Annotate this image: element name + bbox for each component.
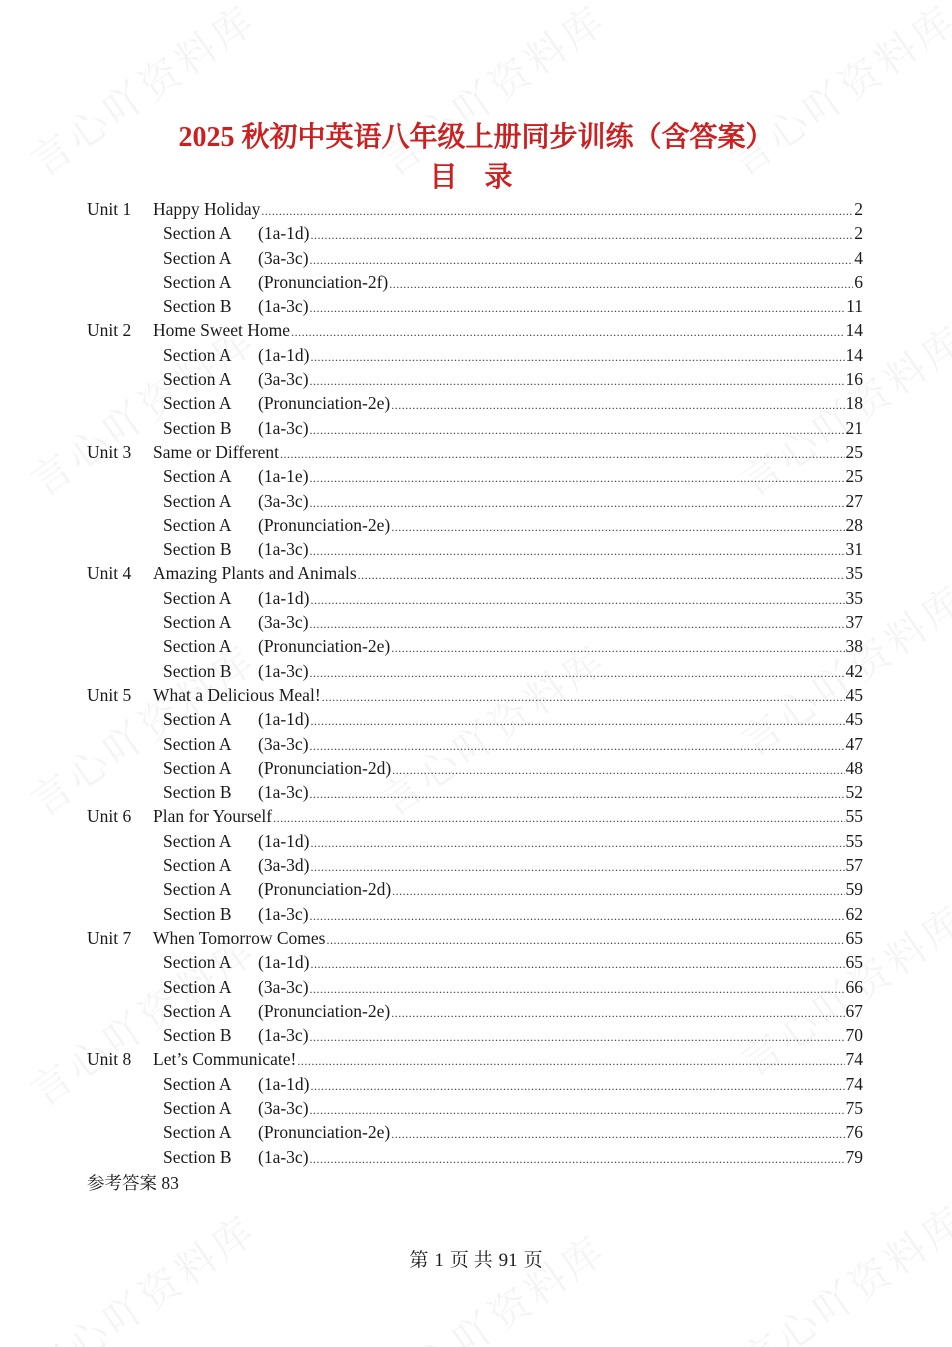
section-label — [163, 902, 309, 926]
unit-title: What a Delicious Meal! — [153, 684, 321, 705]
section-name: Section A — [163, 612, 232, 633]
section-range: (1a-1d) — [258, 1073, 310, 1094]
toc-section-row[interactable] — [87, 1145, 863, 1169]
dot-leader — [391, 999, 844, 1025]
dot-leader — [310, 1023, 845, 1049]
toc-section-row[interactable] — [87, 367, 863, 391]
dot-leader — [310, 1145, 845, 1171]
toc-section-row[interactable] — [87, 732, 863, 756]
dot-leader — [391, 391, 844, 417]
dot-leader — [310, 1096, 845, 1122]
section-range: (1a-1d) — [258, 709, 310, 730]
dot-leader — [310, 294, 846, 320]
toc-section-row[interactable] — [87, 1120, 863, 1144]
section-label — [163, 829, 310, 853]
toc-section-row[interactable] — [87, 246, 863, 270]
section-name: Section A — [163, 1073, 232, 1094]
section-name: Section A — [163, 514, 232, 535]
section-page-number: 37 — [845, 612, 863, 633]
unit-page-number: 35 — [845, 563, 863, 584]
section-label — [163, 707, 310, 731]
section-page-number: 74 — [845, 1073, 863, 1094]
current-page-number: 1 — [434, 1250, 444, 1271]
toc-section-row[interactable] — [87, 586, 863, 610]
section-label — [163, 1072, 310, 1096]
unit-label — [87, 683, 321, 707]
section-label — [163, 950, 310, 974]
dot-leader — [311, 586, 845, 612]
dot-leader — [392, 756, 844, 782]
section-range: (1a-1d) — [258, 344, 310, 365]
unit-title: When Tomorrow Comes — [153, 927, 326, 948]
toc-section-row[interactable] — [87, 294, 863, 318]
toc-section-row[interactable] — [87, 707, 863, 731]
section-range: (3a-3c) — [258, 976, 309, 997]
section-page-number: 70 — [845, 1025, 863, 1046]
section-name: Section B — [163, 660, 232, 681]
section-range: (3a-3c) — [258, 733, 309, 754]
section-label — [163, 367, 309, 391]
section-name: Section A — [163, 636, 232, 657]
section-range: (1a-3c) — [258, 1025, 309, 1046]
section-name: Section A — [163, 733, 232, 754]
dot-leader — [391, 1120, 844, 1146]
section-range: (1a-3c) — [258, 1146, 309, 1167]
section-label — [163, 513, 390, 537]
section-label — [163, 246, 309, 270]
section-name: Section A — [163, 1097, 232, 1118]
section-name: Section A — [163, 344, 232, 365]
section-label — [163, 221, 310, 245]
section-label — [163, 391, 390, 415]
section-name: Section A — [163, 757, 232, 778]
section-range: (1a-3c) — [258, 903, 309, 924]
section-name: Section A — [163, 247, 232, 268]
section-label — [163, 489, 309, 513]
toc-section-row[interactable] — [87, 853, 863, 877]
dot-leader — [392, 877, 844, 903]
section-label — [163, 780, 309, 804]
section-label — [163, 343, 310, 367]
unit-title: Amazing Plants and Animals — [153, 563, 357, 584]
section-label — [163, 877, 391, 901]
dot-leader — [311, 221, 854, 247]
unit-number: Unit 6 — [87, 806, 132, 827]
unit-title: Home Sweet Home — [153, 320, 291, 341]
section-range: (Pronunciation-2e) — [258, 1122, 391, 1143]
section-page-number: 14 — [845, 344, 863, 365]
toc-section-row[interactable] — [87, 975, 863, 999]
section-page-number: 4 — [854, 247, 863, 268]
toc-unit-row[interactable] — [87, 440, 863, 464]
section-name: Section A — [163, 393, 232, 414]
section-range: (Pronunciation-2e) — [258, 636, 391, 657]
dot-leader — [291, 318, 844, 344]
section-name: Section A — [163, 976, 232, 997]
section-range: (1a-3c) — [258, 660, 309, 681]
section-range: (1a-1e) — [258, 466, 309, 487]
section-label — [163, 975, 309, 999]
dot-leader — [280, 440, 844, 466]
section-page-number: 65 — [845, 952, 863, 973]
dot-leader — [311, 853, 845, 879]
section-label — [163, 416, 309, 440]
answers-page: 83 — [161, 1173, 179, 1193]
section-range: (3a-3c) — [258, 369, 309, 390]
section-range: (1a-3c) — [258, 782, 309, 803]
section-page-number: 16 — [845, 369, 863, 390]
section-page-number: 42 — [845, 660, 863, 681]
answers-label: 参考答案 — [87, 1173, 157, 1193]
unit-label — [87, 926, 325, 950]
toc-section-row[interactable] — [87, 950, 863, 974]
document-title: 2025 秋初中英语八年级上册同步训练（含答案） — [178, 122, 774, 153]
dot-leader — [310, 489, 845, 515]
section-label — [163, 586, 310, 610]
section-range: (Pronunciation-2d) — [258, 757, 392, 778]
unit-title: Let’s Communicate! — [153, 1049, 297, 1070]
section-page-number: 35 — [845, 587, 863, 608]
section-page-number: 52 — [845, 782, 863, 803]
unit-label — [87, 440, 279, 464]
unit-title: Plan for Yourself — [153, 806, 273, 827]
section-label — [163, 270, 388, 294]
section-name: Section A — [163, 587, 232, 608]
section-name: Section B — [163, 782, 232, 803]
dot-leader — [310, 902, 845, 928]
dot-leader — [273, 804, 844, 830]
section-name: Section B — [163, 903, 232, 924]
toc-section-row[interactable] — [87, 659, 863, 683]
toc-section-row[interactable] — [87, 416, 863, 440]
section-page-number: 66 — [845, 976, 863, 997]
dot-leader — [311, 950, 845, 976]
section-name: Section A — [163, 490, 232, 511]
section-name: Section A — [163, 271, 232, 292]
dot-leader — [391, 513, 844, 539]
toc-section-row[interactable] — [87, 1072, 863, 1096]
unit-page-number: 65 — [845, 927, 863, 948]
unit-number: Unit 7 — [87, 927, 132, 948]
dot-leader — [310, 732, 845, 758]
section-page-number: 79 — [845, 1146, 863, 1167]
section-name: Section B — [163, 539, 232, 560]
dot-leader — [311, 1072, 845, 1098]
toc-unit-row[interactable] — [87, 318, 863, 342]
toc-unit-row[interactable] — [87, 926, 863, 950]
answers-entry[interactable] — [87, 1170, 179, 1195]
dot-leader — [322, 683, 845, 709]
dot-leader — [310, 780, 845, 806]
toc-section-row[interactable] — [87, 391, 863, 415]
watermark-text — [368, 1219, 617, 1347]
section-page-number: 47 — [845, 733, 863, 754]
unit-page-number: 45 — [845, 684, 863, 705]
unit-page-number: 14 — [845, 320, 863, 341]
unit-label — [87, 197, 260, 221]
section-page-number: 27 — [845, 490, 863, 511]
section-label — [163, 659, 309, 683]
toc-section-row[interactable] — [87, 610, 863, 634]
section-page-number: 76 — [845, 1122, 863, 1143]
section-range: (3a-3d) — [258, 855, 310, 876]
unit-page-number: 74 — [845, 1049, 863, 1070]
toc-unit-row[interactable] — [87, 561, 863, 585]
section-name: Section A — [163, 952, 232, 973]
section-range: (Pronunciation-2f) — [258, 271, 389, 292]
total-page-count: 91 — [498, 1250, 518, 1271]
dot-leader — [310, 537, 845, 563]
section-range: (1a-1d) — [258, 587, 310, 608]
unit-title: Happy Holiday — [153, 199, 261, 219]
section-page-number: 67 — [845, 1000, 863, 1021]
dot-leader — [310, 246, 854, 272]
toc-unit-row[interactable] — [87, 683, 863, 707]
section-label — [163, 294, 309, 318]
section-name: Section A — [163, 709, 232, 730]
toc-section-row[interactable] — [87, 756, 863, 780]
unit-label — [87, 804, 272, 828]
section-label — [163, 732, 309, 756]
dot-leader — [311, 343, 845, 369]
unit-number: Unit 8 — [87, 1049, 132, 1070]
dot-leader — [389, 270, 853, 296]
unit-number: Unit 3 — [87, 441, 132, 462]
section-page-number: 59 — [845, 879, 863, 900]
unit-page-number: 25 — [845, 441, 863, 462]
dot-leader — [310, 416, 845, 442]
toc-section-row[interactable] — [87, 780, 863, 804]
dot-leader — [311, 829, 845, 855]
section-range: (1a-3c) — [258, 539, 309, 560]
watermark-text — [18, 1199, 267, 1347]
toc-section-row[interactable] — [87, 902, 863, 926]
dot-leader — [310, 975, 845, 1001]
section-name: Section A — [163, 879, 232, 900]
section-label — [163, 634, 390, 658]
section-page-number: 18 — [845, 393, 863, 414]
toc-section-row[interactable] — [87, 829, 863, 853]
dot-leader — [358, 561, 845, 587]
section-range: (Pronunciation-2e) — [258, 393, 391, 414]
unit-label — [87, 561, 357, 585]
section-name: Section B — [163, 1025, 232, 1046]
dot-leader — [297, 1047, 844, 1073]
section-label — [163, 1023, 309, 1047]
table-of-contents — [87, 197, 863, 1169]
section-page-number: 28 — [845, 514, 863, 535]
section-range: (3a-3c) — [258, 490, 309, 511]
section-page-number: 48 — [845, 757, 863, 778]
toc-section-row[interactable] — [87, 489, 863, 513]
section-range: (1a-1d) — [258, 223, 310, 244]
section-label — [163, 756, 391, 780]
section-name: Section A — [163, 830, 232, 851]
section-range: (3a-3c) — [258, 612, 309, 633]
section-range: (3a-3c) — [258, 247, 309, 268]
section-page-number: 6 — [854, 271, 863, 292]
section-label — [163, 464, 309, 488]
section-label — [163, 610, 309, 634]
toc-section-row[interactable] — [87, 1096, 863, 1120]
section-name: Section B — [163, 296, 232, 317]
section-range: (1a-3c) — [258, 417, 309, 438]
toc-section-row[interactable] — [87, 343, 863, 367]
toc-section-row[interactable] — [87, 221, 863, 245]
page-footer: 第 1 页 共 91 页 — [409, 1250, 543, 1271]
section-range: (3a-3c) — [258, 1097, 309, 1118]
section-page-number: 38 — [845, 636, 863, 657]
section-name: Section A — [163, 1000, 232, 1021]
section-range: (1a-1d) — [258, 952, 310, 973]
toc-section-row[interactable] — [87, 1023, 863, 1047]
section-page-number: 31 — [845, 539, 863, 560]
dot-leader — [310, 464, 845, 490]
section-page-number: 45 — [845, 709, 863, 730]
toc-section-row[interactable] — [87, 270, 863, 294]
toc-unit-row[interactable] — [87, 804, 863, 828]
section-range: (Pronunciation-2d) — [258, 879, 392, 900]
section-page-number: 2 — [854, 223, 863, 244]
section-name: Section A — [163, 855, 232, 876]
toc-heading: 目 录 — [429, 162, 523, 193]
section-name: Section A — [163, 223, 232, 244]
toc-section-row[interactable] — [87, 877, 863, 901]
section-range: (Pronunciation-2e) — [258, 1000, 391, 1021]
section-name: Section B — [163, 1146, 232, 1167]
dot-leader — [310, 610, 845, 636]
section-label — [163, 1120, 390, 1144]
section-range: (1a-3c) — [258, 296, 309, 317]
section-label — [163, 999, 390, 1023]
section-page-number: 21 — [845, 417, 863, 438]
dot-leader — [311, 707, 845, 733]
toc-unit-row[interactable] — [87, 197, 863, 221]
dot-leader — [261, 197, 853, 223]
section-range: (1a-1d) — [258, 830, 310, 851]
unit-page-number: 2 — [854, 199, 863, 219]
section-page-number: 55 — [845, 830, 863, 851]
toc-section-row[interactable] — [87, 999, 863, 1023]
section-range: (Pronunciation-2e) — [258, 514, 391, 535]
toc-section-row[interactable] — [87, 634, 863, 658]
unit-number: Unit 1 — [87, 199, 132, 219]
dot-leader — [391, 634, 844, 660]
toc-section-row[interactable] — [87, 464, 863, 488]
section-page-number: 75 — [845, 1097, 863, 1118]
dot-leader — [310, 367, 845, 393]
dot-leader — [326, 926, 844, 952]
dot-leader — [310, 659, 845, 685]
toc-unit-row[interactable] — [87, 1047, 863, 1071]
section-label — [163, 853, 310, 877]
section-page-number: 25 — [845, 466, 863, 487]
unit-number: Unit 2 — [87, 320, 132, 341]
section-name: Section A — [163, 466, 232, 487]
unit-label — [87, 318, 290, 342]
unit-label — [87, 1047, 296, 1071]
section-label — [163, 1145, 309, 1169]
unit-page-number: 55 — [845, 806, 863, 827]
unit-number: Unit 4 — [87, 563, 132, 584]
section-name: Section A — [163, 1122, 232, 1143]
section-name: Section A — [163, 369, 232, 390]
section-page-number: 11 — [846, 296, 863, 317]
toc-section-row[interactable] — [87, 513, 863, 537]
section-name: Section B — [163, 417, 232, 438]
unit-number: Unit 5 — [87, 684, 132, 705]
unit-title: Same or Different — [153, 441, 280, 462]
section-page-number: 62 — [845, 903, 863, 924]
section-label — [163, 1096, 309, 1120]
section-label — [163, 537, 309, 561]
toc-section-row[interactable] — [87, 537, 863, 561]
section-page-number: 57 — [845, 855, 863, 876]
